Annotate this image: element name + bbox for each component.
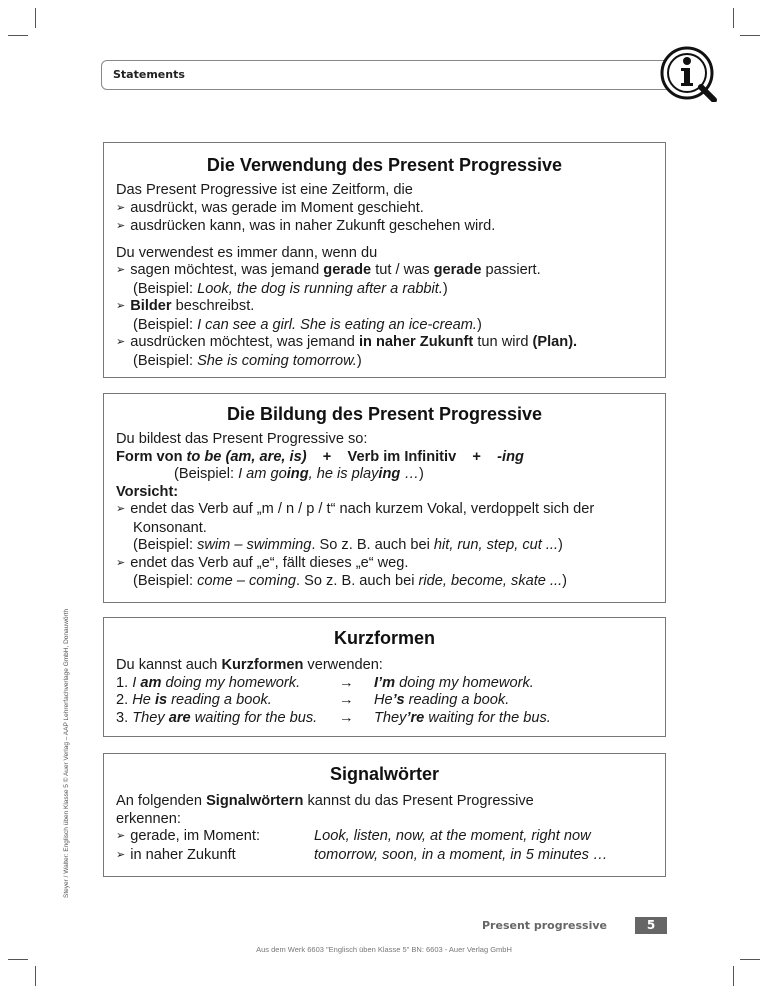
warning-heading: Vorsicht:: [116, 483, 179, 500]
signal-words: Look, listen, now, at the moment, right now: [314, 828, 591, 844]
crop-mark: [35, 8, 36, 28]
source-watermark: Aus dem Werk 6603 "Englisch üben Klasse 5" BN: 6603 - Auer Verlag GmbH: [256, 945, 512, 954]
text-line: An folgenden Signalwörtern kannst du das Present Progressive: [116, 793, 534, 809]
crop-mark: [8, 959, 28, 960]
text-line: Du kannst auch Kurzformen verwenden:: [116, 657, 383, 673]
short-forms-section: [103, 617, 666, 737]
header-title: Statements: [113, 68, 185, 81]
arrow-icon: →: [339, 674, 354, 691]
crop-mark: [733, 966, 734, 986]
header-bar: [101, 60, 693, 90]
bullet-item: ➢ sagen möchtest, was jemand gerade tut / was gerade passiert.: [116, 262, 653, 281]
text-line: Konsonant.: [133, 519, 207, 536]
section-title: Die Verwendung des Present Progressive: [206, 155, 563, 175]
example-line: (Beispiel: I am going, he is playing …): [174, 466, 424, 482]
arrow-icon: →: [339, 709, 354, 726]
text-line: erkennen:: [116, 810, 181, 827]
formation-section: [103, 393, 666, 603]
text-line: Du bildest das Present Progressive so:: [116, 431, 368, 447]
signal-words: tomorrow, soon, in a moment, in 5 minutes …: [314, 846, 608, 863]
page-number: 5: [635, 917, 667, 934]
example-line: (Beispiel: come – coming. So z. B. auch bei ride, become, skate ...): [133, 573, 567, 589]
example-line: (Beispiel: Look, the dog is running after a rabbit.): [133, 280, 448, 297]
bullet-item: ➢ Bilder beschreibst.: [116, 298, 653, 317]
bullet-item: ➢ ausdrückt, was gerade im Moment geschieht.: [116, 200, 653, 219]
signal-words-section: [103, 753, 666, 877]
short-form: They’re waiting for the bus.: [374, 709, 551, 726]
long-form: 1. I am doing my homework.: [116, 674, 301, 691]
long-form: 3. They are waiting for the bus.: [116, 709, 318, 726]
bullet-item: ➢ endet das Verb auf „m / n / p / t“ nach kurzem Vokal, verdoppelt sich der: [116, 501, 653, 520]
crop-mark: [733, 8, 734, 28]
signal-category: ➢ in naher Zukunft: [116, 847, 314, 866]
sidebar-credit: Steyer / Walter: Englisch üben Klasse 5 © Auer Verlag – AAP Lehrerfachverlage GmbH, Donauwörth: [63, 608, 70, 898]
signal-category: ➢ gerade, im Moment:: [116, 828, 314, 847]
bullet-item: ➢ endet das Verb auf „e“, fällt dieses „e“ weg.: [116, 555, 653, 574]
example-line: (Beispiel: I can see a girl. She is eating an ice-cream.): [133, 316, 482, 333]
text-line: Das Present Progressive ist eine Zeitform, die: [116, 182, 413, 198]
arrow-icon: →: [339, 692, 354, 708]
crop-mark: [740, 35, 760, 36]
crop-mark: [740, 959, 760, 960]
usage-section: [103, 142, 666, 378]
crop-mark: [8, 35, 28, 36]
example-line: (Beispiel: swim – swimming. So z. B. auch bei hit, run, step, cut ...): [133, 537, 563, 553]
info-magnifier-icon: [658, 46, 720, 102]
bullet-item: ➢ ausdrücken kann, was in naher Zukunft geschehen wird.: [116, 218, 653, 237]
example-line: (Beispiel: She is coming tomorrow.): [133, 352, 362, 369]
section-title: Signalwörter: [329, 764, 440, 784]
section-title: Kurzformen: [333, 628, 435, 648]
short-form: I’m doing my homework.: [374, 674, 534, 691]
bullet-item: ➢ ausdrücken möchtest, was jemand in naher Zukunft tun wird (Plan).: [116, 334, 653, 353]
formula-line: Form von to be (am, are, is) + Verb im Infinitiv + -ing: [116, 448, 524, 465]
section-title: Die Bildung des Present Progressive: [226, 404, 543, 424]
short-form: He’s reading a book.: [374, 692, 510, 708]
footer-label: Present progressive: [482, 919, 607, 932]
crop-mark: [35, 966, 36, 986]
text-line: Du verwendest es immer dann, wenn du: [116, 244, 378, 261]
long-form: 2. He is reading a book.: [116, 692, 272, 708]
